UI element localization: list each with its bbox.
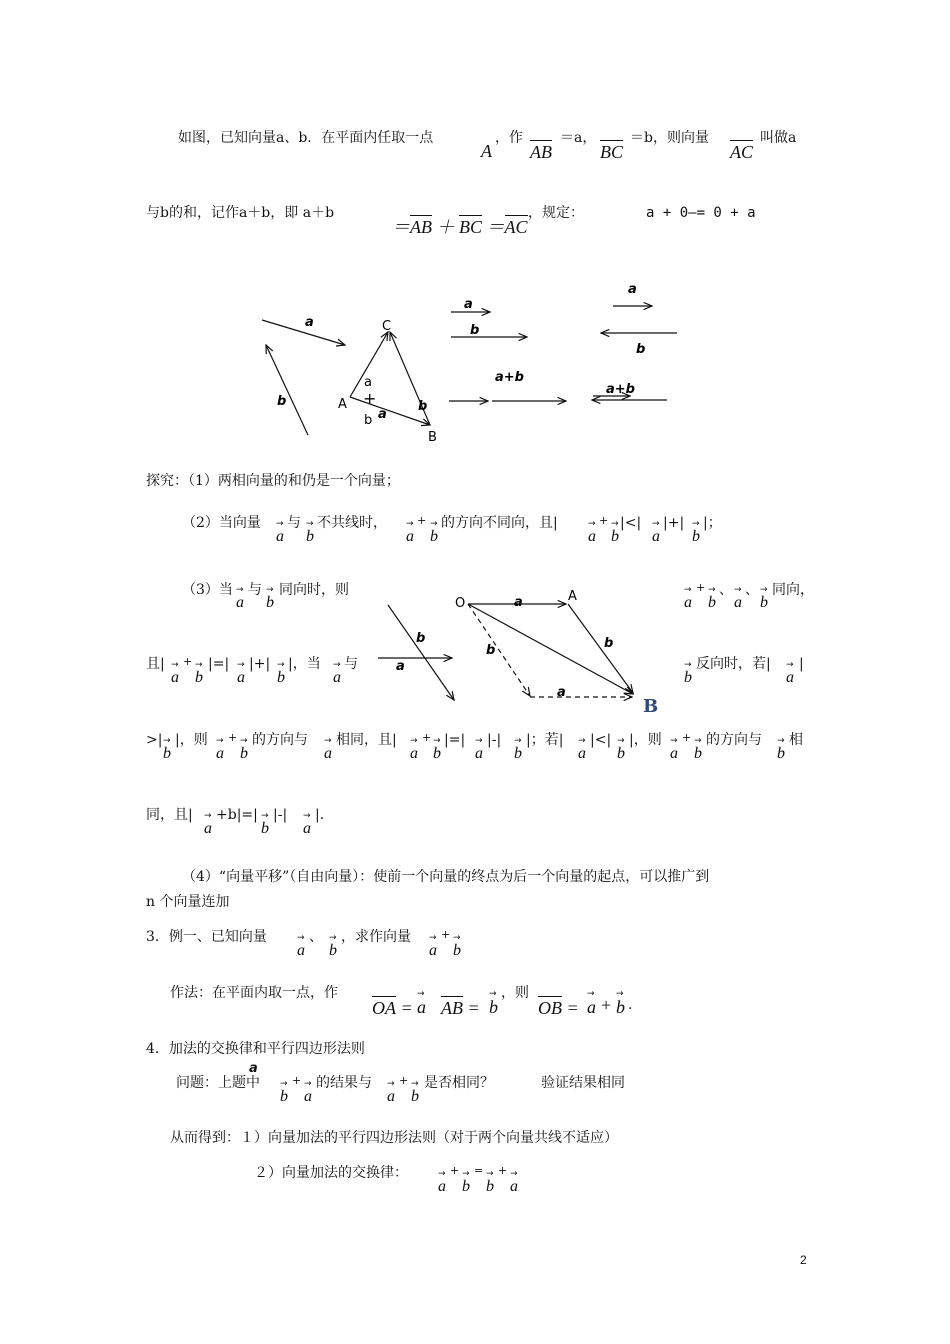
vec-b: b	[240, 745, 248, 762]
vec-a: a	[417, 997, 426, 1017]
method-equation-2: AB =	[441, 998, 480, 1018]
method-equation-3: OB =	[538, 998, 579, 1018]
vec-a: a	[670, 745, 678, 762]
vec-a: a	[684, 594, 692, 611]
vec-b: b	[617, 745, 625, 762]
part4-line2: n 个向量连加	[146, 894, 230, 910]
vec-a: a	[297, 942, 305, 959]
fig2-label-b2: b	[486, 643, 496, 658]
stray-a-label: a	[249, 1061, 258, 1076]
fig1-row1-a: a	[464, 297, 473, 312]
vec-b: b	[261, 820, 269, 837]
vec-a: a	[276, 528, 284, 545]
vec-a: a	[438, 1178, 446, 1195]
vec-a: a	[587, 997, 596, 1017]
vec-a: a	[171, 669, 179, 686]
vec-a: a	[588, 528, 596, 545]
vec-b: b	[694, 745, 702, 762]
vec-a: a	[475, 745, 483, 762]
vec-b: b	[462, 1178, 470, 1195]
section3-text-a: 3．例一、已知向量	[146, 929, 267, 945]
fig1-sum1: a+b	[495, 370, 524, 385]
fig2-label-a1: a	[514, 595, 523, 610]
para1-text-d: ＝b，则向量	[630, 130, 709, 146]
vec-b: b	[708, 594, 716, 611]
dashed-b-arrow	[468, 604, 530, 696]
vec-a: a	[734, 594, 742, 611]
vec-b: b	[430, 528, 438, 545]
vec-a: a	[304, 1088, 312, 1105]
vec-b: b	[433, 745, 441, 762]
fig1-label-a2: a	[364, 375, 372, 390]
para1-text-e: 叫做a	[760, 130, 797, 146]
vec-b: b	[616, 997, 625, 1017]
verify-text: 验证结果相同	[541, 1075, 625, 1091]
fig1-label-b: b	[277, 394, 287, 409]
fig1-label-b3: b	[418, 399, 428, 414]
fig1-row2-a: a	[628, 282, 637, 297]
vec-a: a	[429, 942, 437, 959]
explore-l5a: >|	[146, 732, 163, 748]
explore-line1: 探究：（1）两相向量的和仍是一个向量；	[146, 473, 400, 489]
vec-b: b	[684, 669, 692, 686]
addition-rule: a + 0―= 0 + a	[646, 205, 756, 221]
vec-b: b	[163, 745, 171, 762]
fig1-label-B: B	[428, 430, 437, 445]
document-page: 如图，已知向量a、b．在平面内任取一点 A ，作 AB ＝a， BC ＝b，则向量 AC 叫做a 与b的和，记作a＋b，即 a＋b ＝AB ＋ BC ＝AC ，规定： a + 0―= 0 + a a b C A B a + b a b a b a b a+b a+b 探究：（1）两相向量的和仍是一个向量； （2）当向量 → a 与 → b 不共线时， → a + → b 的方向不同向，且| → a + → b |<| → a |+| → b |； （3）当 → a 与 → b 同向时，则 → a + → b 、 → a 、 → b 同向， O A B a b b a b a 且| → a + → b |=| → a |+| → b |，当 → a 与 → b 反向时，若| → a | >| → b |，则 → a + → b 的方向与 → a 相同，且| → a + → b |=| → a |-| → b |；若| → a |<| → b |，则 → a + → b 的方向与 → b 相 同，且| → a +b|=| → b |-| → a |. （4）“向量平移”（自由向量）：使前一个向量的终点为后一个向量的起点，可以推广到 n 个向量连加 3．例一、已知向量 → a 、 → b ，求作向量 → a + → b 作法：在平面内取一点，作 OA = → a AB = → b ，则 OB = → a + → b . 4．加法的交换律和平行四边形法则 a 问题：上题中 → b + → a 的结果与 → a + → b 是否相同？ 验证结果相同 从而得到：１）向量加法的平行四边形法则（对于两个向量共线不适应） ２）向量加法的交换律： → a + → b = → b + → a 2	[0, 0, 950, 1344]
vec-a: a	[786, 669, 794, 686]
vector-BC: BC	[600, 142, 624, 162]
fig1-row2-b: b	[636, 342, 646, 357]
para2-equation: ＝AB ＋ BC ＝AC	[392, 217, 528, 237]
explore-l6a: 同，且|	[146, 807, 193, 823]
vec-b: b	[453, 942, 461, 959]
vec-b: b	[514, 745, 522, 762]
para1-text-a: 如图，已知向量a、b．在平面内任取一点	[178, 130, 434, 146]
fig1-label-a: a	[305, 315, 314, 330]
result-line1: 从而得到：１）向量加法的平行四边形法则（对于两个向量共线不适应）	[170, 1130, 618, 1146]
vec-b: b	[195, 669, 203, 686]
vec-a: a	[303, 820, 311, 837]
fig1-row1-b: b	[470, 323, 480, 338]
vec-a: a	[510, 1178, 518, 1195]
para2-text-a: 与b的和，记作a＋b，即 a＋b	[146, 205, 335, 221]
para1-text-c: ＝a，	[560, 130, 597, 146]
crossing-b-arrow	[388, 605, 454, 700]
vec-a: a	[204, 820, 212, 837]
fig2-label-A: A	[568, 589, 577, 604]
vec-b: b	[266, 594, 274, 611]
vector-AC: AC	[730, 142, 754, 162]
vec-a: a	[387, 1088, 395, 1105]
result-line2: ２）向量加法的交换律：	[254, 1165, 408, 1181]
vec-b: b	[306, 528, 314, 545]
part4-line1: （4）“向量平移”（自由向量）：使前一个向量的终点为后一个向量的起点，可以推广到	[182, 869, 710, 885]
fig1-label-A: A	[338, 397, 347, 412]
vec-b: b	[489, 997, 498, 1017]
fig2-label-B: B	[643, 696, 659, 717]
vec-a: a	[410, 745, 418, 762]
fig1-label-a3: a	[378, 407, 387, 422]
vec-b: b	[329, 942, 337, 959]
vector-AB: AB	[530, 142, 552, 162]
explore-l4a: 且|	[146, 656, 165, 672]
para2-text-b: ，规定：	[528, 205, 584, 221]
vec-a: a	[406, 528, 414, 545]
vec-b: b	[692, 528, 700, 545]
fig2-label-a3: a	[396, 659, 405, 674]
question-text: 问题：上题中	[176, 1075, 260, 1091]
explore-l2a: （2）当向量	[182, 515, 261, 531]
fig2-label-O: O	[455, 596, 466, 611]
vec-a: a	[578, 745, 586, 762]
vec-a: a	[236, 594, 244, 611]
para1-text-b: ，作	[495, 130, 523, 146]
vec-b: b	[760, 594, 768, 611]
page-number: 2	[800, 1253, 807, 1267]
vec-b: b	[280, 1088, 288, 1105]
fig2-label-b1: b	[604, 636, 614, 651]
vec-b: b	[611, 528, 619, 545]
vec-a: a	[652, 528, 660, 545]
vec-a: a	[324, 745, 332, 762]
fig1-label-C: C	[382, 319, 392, 334]
method-text-a: 作法：在平面内取一点，作	[170, 985, 338, 1001]
method-equation-1: OA =	[372, 998, 413, 1018]
vec-a: a	[333, 669, 341, 686]
point-A: A	[481, 141, 492, 161]
section4-title: 4．加法的交换律和平行四边形法则	[146, 1041, 365, 1057]
explore-l3a: （3）当	[182, 582, 233, 598]
vec-b: b	[411, 1088, 419, 1105]
AB-arrow	[568, 604, 633, 693]
fig2-label-a2: a	[557, 685, 566, 700]
fig1-label-plus: +	[363, 389, 377, 408]
vec-a: a	[216, 745, 224, 762]
fig1-sum2: a+b	[606, 382, 635, 397]
vec-a: a	[237, 669, 245, 686]
fig1-label-b2: b	[364, 413, 373, 428]
vec-b: b	[486, 1178, 494, 1195]
vec-b: b	[777, 745, 785, 762]
vec-b: b	[277, 669, 285, 686]
fig2-label-b3: b	[416, 631, 426, 646]
